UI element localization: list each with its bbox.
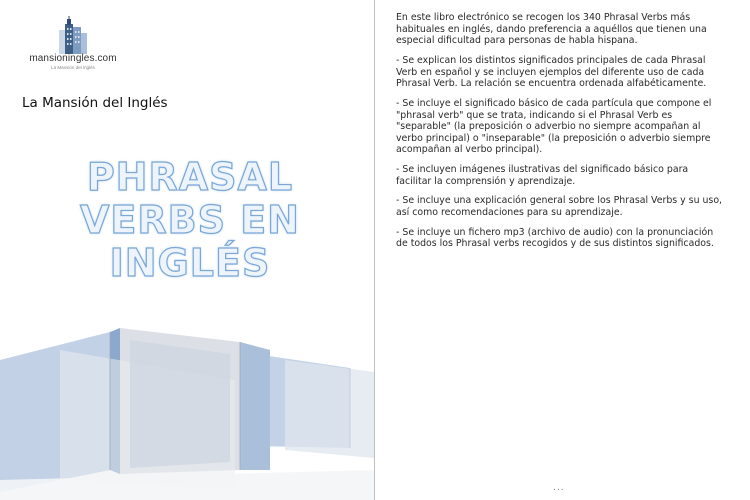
book-title-line-1: PHRASAL: [86, 155, 294, 199]
cover-page: [0, 0, 374, 500]
book-title-line-2: VERBS EN: [80, 198, 300, 242]
description-paragraph: - Se incluyen imágenes ilustrativas del significado básico para facilitar la comprensión y aprendizaje.: [396, 164, 689, 187]
more-indicator: ...: [553, 483, 565, 493]
logo-text: mansioningles.com: [29, 53, 117, 64]
description-paragraph: En este libro electrónico se recogen los 340 Phrasal Verbs más habituales en inglés, dando preferencia a aquéllos que tienen una especial dificultad para personas de habla hispana.: [396, 12, 707, 47]
logo-tagline: La Mansión del Inglés: [51, 65, 95, 70]
brand-name: La Mansión del Inglés: [22, 95, 168, 111]
building-logo-icon: [56, 16, 90, 54]
description-paragraph: - Se incluye un fichero mp3 (archivo de audio) con la pronunciación de todos los Phrasal verbs recogidos y de sus distintos significados.: [396, 226, 714, 250]
description-paragraph: - Se incluye una explicación general sobre los Phrasal Verbs y su uso, así como recomendaciones para su aprendizaje.: [396, 195, 723, 219]
description-paragraph: - Se explican los distintos significados principales de cada Phrasal Verb en español y se incluyen ejemplos del diferente uso de cada Phrasal Verb. La relación se encuentra ordenada alfabéticamente.: [396, 54, 707, 90]
site-logo[interactable]: [18, 16, 128, 74]
book-description: [396, 12, 726, 258]
description-paragraph: - Se incluye el significado básico de cada partícula que compone el "phrasal verb" que se trata, indicando si el Phrasal Verb es "separable" (la preposición o adverbio no siempre acompañan al verbo principal) o "inseparable" (la preposición o adverbio siempre acompañan al verbo principal).: [396, 97, 712, 156]
book-title-line-3: INGLÉS: [109, 241, 271, 285]
cover-decorative-graphic: [0, 320, 374, 500]
book-title: [40, 156, 340, 285]
